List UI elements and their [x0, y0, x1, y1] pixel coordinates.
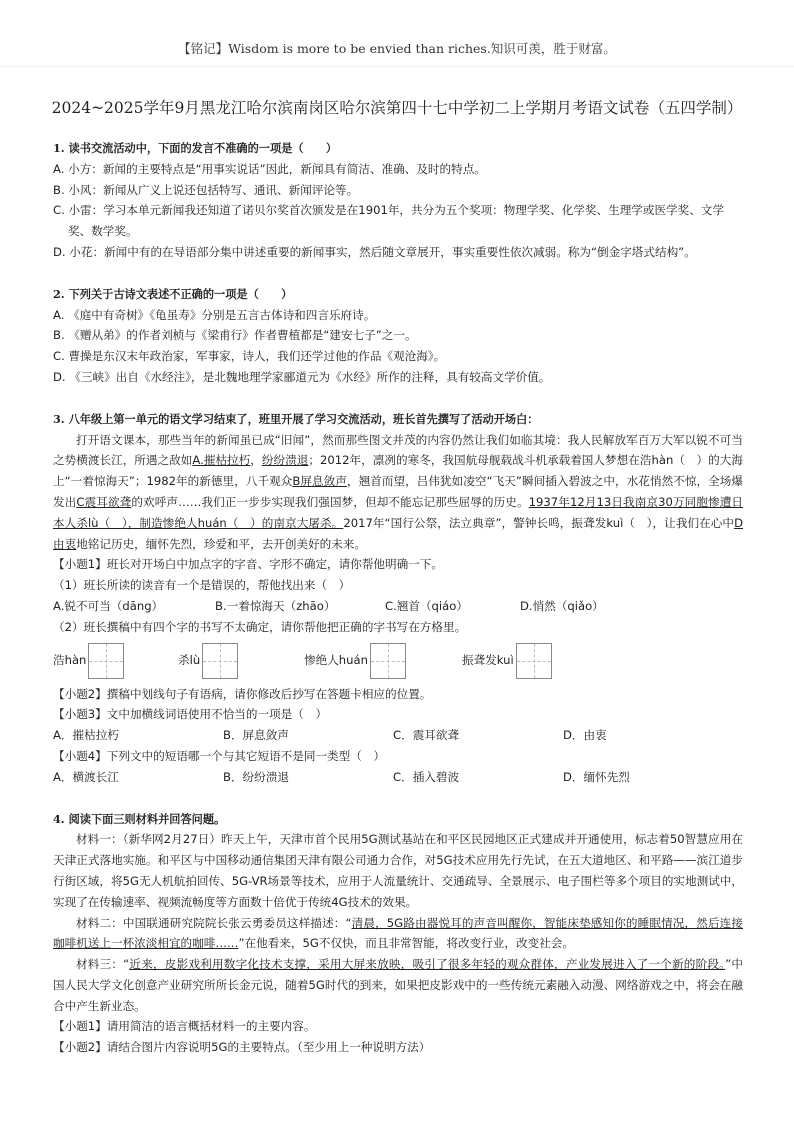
- q3-sub1-part1: （1）班长所读的读音有一个是错误的，帮他找出来（ ）: [53, 578, 351, 593]
- grid-label: 杀lù: [178, 653, 201, 668]
- q3-passage: [53, 430, 743, 555]
- q4-sub2: 【小题2】请结合图片内容说明5G的主要特点。（至少用上一种说明方法）: [53, 1040, 431, 1055]
- q3-passage-text: 的欢呼声……我们正一步步实现我们强国梦，但却不能忘记那些屈辱的历史。: [131, 494, 529, 509]
- q2-stem: 2. 下列关于古诗文表述不正确的一项是（ ）: [53, 286, 293, 301]
- q3-underlined-phrase: A.摧枯拉朽: [192, 453, 251, 468]
- q3-passage-text: 打开语文课本，那些当年的新闻虽已成“旧闻”，然而那些图文并茂的内容仍然让我们如临其境：我人民解放军百万大军以锐不可当之势横渡长江，所遇之敌如: [53, 432, 743, 468]
- q2-option-d: D. 《三峡》出自《水经注》，是北魏地理学家郦道元为《水经》所作的注释，具有较高文学价值。: [53, 369, 551, 384]
- q2-option-b: B. 《赠从弟》的作者刘桢与《梁甫行》作者曹植都是“建安七子”之一。: [53, 328, 417, 343]
- q3-sub1-part2: （2）班长撰稿中有四个字的书写不太确定，请你帮他把正确的字书写在方格里。: [53, 619, 467, 634]
- writing-box[interactable]: [202, 643, 238, 679]
- q3-sub4-options: [53, 767, 743, 788]
- q1-option-d: D. 小花：新闻中有的在导语部分集中讲述重要的新闻事实，然后随文章展开，事实重要性依次减弱。称为“倒金字塔式结构”。: [53, 244, 696, 259]
- q1-option-b: B. 小风：新闻从广义上说还包括特写、通讯、新闻评论等。: [53, 182, 359, 197]
- material-underlined: 清晨，5G路由器悦耳的声音叫醒你，智能床垫感知你的睡眠情况，然后连接咖啡机送上一杯浓淡相宜的咖啡……: [53, 915, 743, 951]
- exam-content: [53, 138, 743, 1058]
- option-c: C.翘首（qiáo）: [385, 598, 468, 613]
- q4-sub1: 【小题1】请用简洁的语言概括材料一的主要内容。: [53, 1019, 316, 1034]
- writing-grid-row: [53, 641, 743, 681]
- option-a: A．横渡长江: [53, 769, 119, 784]
- material-text: ”中国人民大学文化创意产业研究所所长金元说，随着5G时代的到来，如果把皮影戏中的一些传统元素融入动漫、网络游戏之中，将会在融合中产生新业态。: [53, 957, 743, 1013]
- material-text: 材料三：“: [76, 957, 130, 972]
- q4-stem: 4. 阅读下面三则材料并回答问题。: [53, 811, 226, 826]
- grid-label: 浩hàn: [53, 653, 87, 668]
- q3-sub2: 【小题2】撰稿中划线句子有语病，请你修改后抄写在答题卡相应的位置。: [53, 686, 432, 701]
- q3-sub4: 【小题4】下列文中的短语哪一个与其它短语不是同一类型（ ）: [53, 748, 386, 763]
- q3-passage-text: ；2012年，凛冽的寒冬，我国航母舰载战斗机承载着国人梦想在浩hàn（ ）的大海上“一着惊海天”；1982年的新德里，八千观众: [53, 453, 743, 489]
- q3-sub3: 【小题3】文中加横线词语使用不恰当的一项是（ ）: [53, 707, 328, 722]
- q3-passage-text: 2017年“国行公祭，法立典章”，警钟长鸣，振聋发kuì（ ），让我们在心中: [343, 515, 735, 530]
- writing-box[interactable]: [88, 643, 124, 679]
- q1-stem: 1. 读书交流活动中，下面的发言不准确的一项是（ ）: [53, 141, 338, 155]
- material-text: ”在他看来，5G不仅快，而且非常智能，将改变行业，改变社会。: [238, 936, 574, 951]
- grid-label: 惨绝人huán: [304, 653, 368, 668]
- option-c: C．震耳欲聋: [393, 728, 460, 743]
- q3-passage-text: ，: [250, 453, 262, 468]
- writing-box[interactable]: [370, 643, 406, 679]
- q3-underlined-phrase: B屏息敛声: [292, 474, 347, 489]
- q3-stem: 3. 八年级上第一单元的语文学习结束了，班里开展了学习交流活动，班长首先撰写了活动开场白：: [53, 411, 539, 426]
- option-c: C．插入碧波: [393, 769, 460, 784]
- option-d: D．由衷: [563, 728, 607, 743]
- q3-sub3-options: [53, 725, 743, 746]
- q3-underlined-phrase: C震耳欲聋: [76, 494, 132, 509]
- option-a: A．摧枯拉朽: [53, 728, 119, 743]
- q3-sub1-part1-options: [53, 596, 743, 617]
- option-d: D.悄然（qiǎo）: [520, 598, 604, 613]
- q3-passage-text: 地铭记历史，缅怀先烈，珍爱和平，去开创美好的未来。: [76, 536, 367, 551]
- option-b: B．屏息敛声: [223, 728, 289, 743]
- q3-passage-text: ，翘首而望，吕伟犹如凌空“飞天”瞬间插入碧波之中，水花悄然不惊，全场爆发出: [53, 474, 743, 509]
- q2-option-c: C. 曹操是东汉末年政治家，军事家，诗人，我们还学过他的作品《观沧海》。: [53, 349, 446, 364]
- material-text: 材料二：中国联通研究院院长张云勇委员这样描述：“: [76, 915, 352, 930]
- q1-option-a: A. 小方：新闻的主要特点是“用事实说话”因此，新闻具有简洁、准确、及时的特点。: [53, 161, 486, 176]
- grid-label: 振聋发kuì: [462, 653, 514, 668]
- q1-option-c: C. 小雷：学习本单元新闻我还知道了诺贝尔奖首次颁发是在1901年，共分为五个奖项：物理学奖、化学奖、生理学或医学奖、文学奖、数学奖。: [53, 203, 725, 239]
- grid-item-han: [53, 643, 178, 679]
- page-title: 2024~2025学年9月黑龙江哈尔滨南岗区哈尔滨第四十七中学初二上学期月考语文试卷（五四学制）: [51, 99, 743, 117]
- writing-box[interactable]: [516, 643, 552, 679]
- grid-item-kui: [462, 643, 552, 679]
- option-d: D．缅怀先烈: [563, 769, 630, 784]
- material-underlined: 近来，皮影戏利用数字化技术支撑，采用大屏来放映，吸引了很多年轻的观众群体，产业发展进入了一个新的阶段。: [129, 957, 726, 972]
- option-b: B.一着惊海天（zhāo）: [215, 598, 336, 613]
- q4-material-3: [53, 954, 743, 1016]
- header-divider: [0, 66, 794, 67]
- q3-underlined-sentence: 1937年12月13日我南京30万同胞惨遭日本人杀lù（ ），制造惨绝人huán（ ）的南京大屠杀。: [53, 494, 743, 530]
- grid-item-huan: [304, 643, 462, 679]
- q3-sub1: 【小题1】班长对开场白中加点字的字音、字形不确定，请你帮他明确一下。: [53, 557, 443, 572]
- option-b: B．纷纷溃退: [223, 769, 289, 784]
- grid-item-lu: [178, 643, 304, 679]
- q4-material-2: [53, 913, 743, 955]
- q3-underlined-phrase: 纷纷溃退: [261, 453, 309, 468]
- q4-material-1: 材料一：（新华网2月27日）昨天上午，天津市首个民用5G测试基站在和平区民园地区正式建成并开通使用，标志着50智慧应用在天津正式落地实施。和平区与中国移动通信集团天津有限公司通力合作，对5G技术应用先行先试，在五大道地区、和平路——滨江道步行街区域，将5G无人机航拍回传、5G-VR场景等技术，应用于人流量统计、交通疏导、全景展示、电子围栏等多个项目的实地测试中，实现了在传输速率、视频流畅度等方面数十倍优于传统4G技术的效果。: [53, 832, 743, 909]
- q2-option-a: A. 《庭中有奇树》《龟虽寿》分别是五言古体诗和四言乐府诗。: [53, 307, 376, 322]
- header-motto: 【铭记】Wisdom is more to be envied than riches.知识可羡，胜于财富。: [178, 41, 616, 56]
- q3-underlined-phrase: D由衷: [53, 515, 744, 551]
- option-a: A.锐不可当（dāng）: [53, 598, 164, 613]
